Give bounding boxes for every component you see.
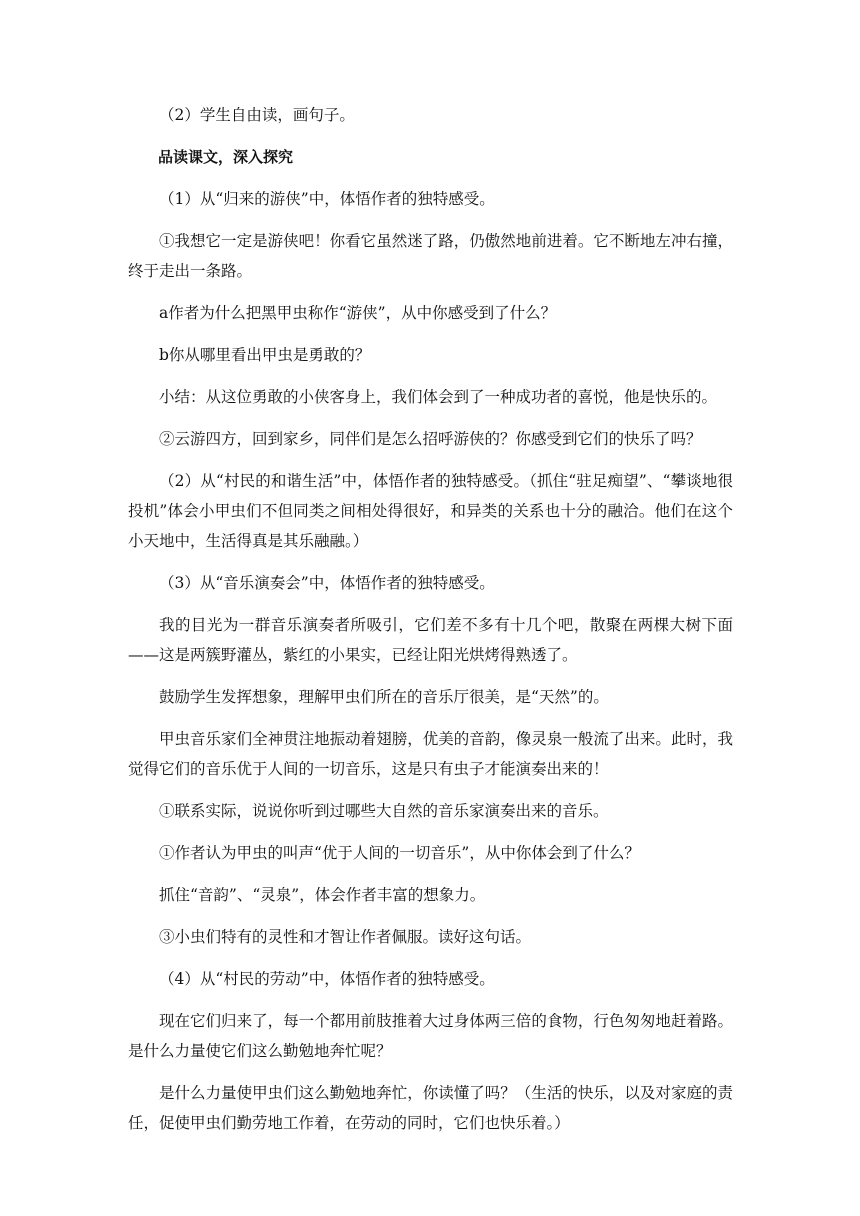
paragraph-summary: 小结：从这位勇敢的小侠客身上，我们体会到了一种成功者的喜悦，他是快乐的。 bbox=[159, 388, 718, 406]
paragraph-part-1-title: （1）从“归来的游侠”中，体悟作者的独特感受。 bbox=[159, 190, 495, 208]
paragraph-item-admire: ③小虫们特有的灵性和才智让作者佩服。读好这句话。 bbox=[159, 928, 532, 946]
paragraph-part-3-title: （3）从“音乐演奏会”中，体悟作者的独特感受。 bbox=[159, 574, 495, 592]
paragraph-quote-2: ②云游四方，回到家乡，同伴们是怎么招呼游侠的？你感受到它们的快乐了吗？ bbox=[159, 430, 702, 448]
paragraph-part-2: （2）从“村民的和谐生活”中，体悟作者的独特感受。（抓住“驻足痴望”、“攀谈地很投机”体会小甲虫们不但同类之间相处得很好，和异类的关系也十分的融洽。他们在这个小天地中，生活得真是其乐融融。） bbox=[128, 472, 733, 550]
paragraph-item-real-life: ①联系实际，说说你听到过哪些大自然的音乐家演奏出来的音乐。 bbox=[159, 802, 609, 820]
paragraph-student-reading: （2）学生自由读，画句子。 bbox=[159, 106, 355, 124]
paragraph-question-a: a作者为什么把黑甲虫称作“游侠”，从中你感受到了什么？ bbox=[159, 304, 557, 322]
document-body bbox=[128, 100, 733, 1150]
paragraph-musicians-quote: 甲虫音乐家们全神贯注地振动着翅膀，优美的音韵，像灵泉一般流了出来。此时，我觉得它们的音乐优于人间的一切音乐，这是只有虫子才能演奏出来的！ bbox=[128, 730, 733, 778]
paragraph-music-quote: 我的目光为一群音乐演奏者所吸引，它们差不多有十几个吧，散聚在两棵大树下面——这是两簇野灌丛，紫红的小果实，已经让阳光烘烤得熟透了。 bbox=[128, 616, 733, 664]
paragraph-item-author-view: ①作者认为甲虫的叫声“优于人间的一切音乐”，从中你体会到了什么？ bbox=[159, 844, 640, 862]
paragraph-labor-question: 是什么力量使甲虫们这么勤勉地奔忙，你读懂了吗？（生活的快乐，以及对家庭的责任，促使甲虫们勤劳地工作着，在劳动的同时，它们也快乐着。） bbox=[128, 1084, 733, 1132]
paragraph-imagination: 鼓励学生发挥想象，理解甲虫们所在的音乐厅很美，是“天然”的。 bbox=[159, 688, 609, 706]
paragraph-question-b: b你从哪里看出甲虫是勇敢的？ bbox=[159, 346, 371, 364]
paragraph-labor-quote: 现在它们归来了，每一个都用前肢推着大过身体两三倍的食物，行色匆匆地赶着路。是什么力量使它们这么勤勉地奔忙呢？ bbox=[128, 1012, 733, 1060]
paragraph-quote-1: ①我想它一定是游侠吧！你看它虽然迷了路，仍傲然地前进着。它不断地左冲右撞，终于走出一条路。 bbox=[128, 232, 733, 280]
paragraph-part-4-title: （4）从“村民的劳动”中，体悟作者的独特感受。 bbox=[159, 970, 495, 988]
section-heading: 品读课文，深入探究 bbox=[158, 148, 294, 166]
paragraph-imagination-words: 抓住“音韵”、“灵泉”，体会作者丰富的想象力。 bbox=[159, 886, 486, 904]
